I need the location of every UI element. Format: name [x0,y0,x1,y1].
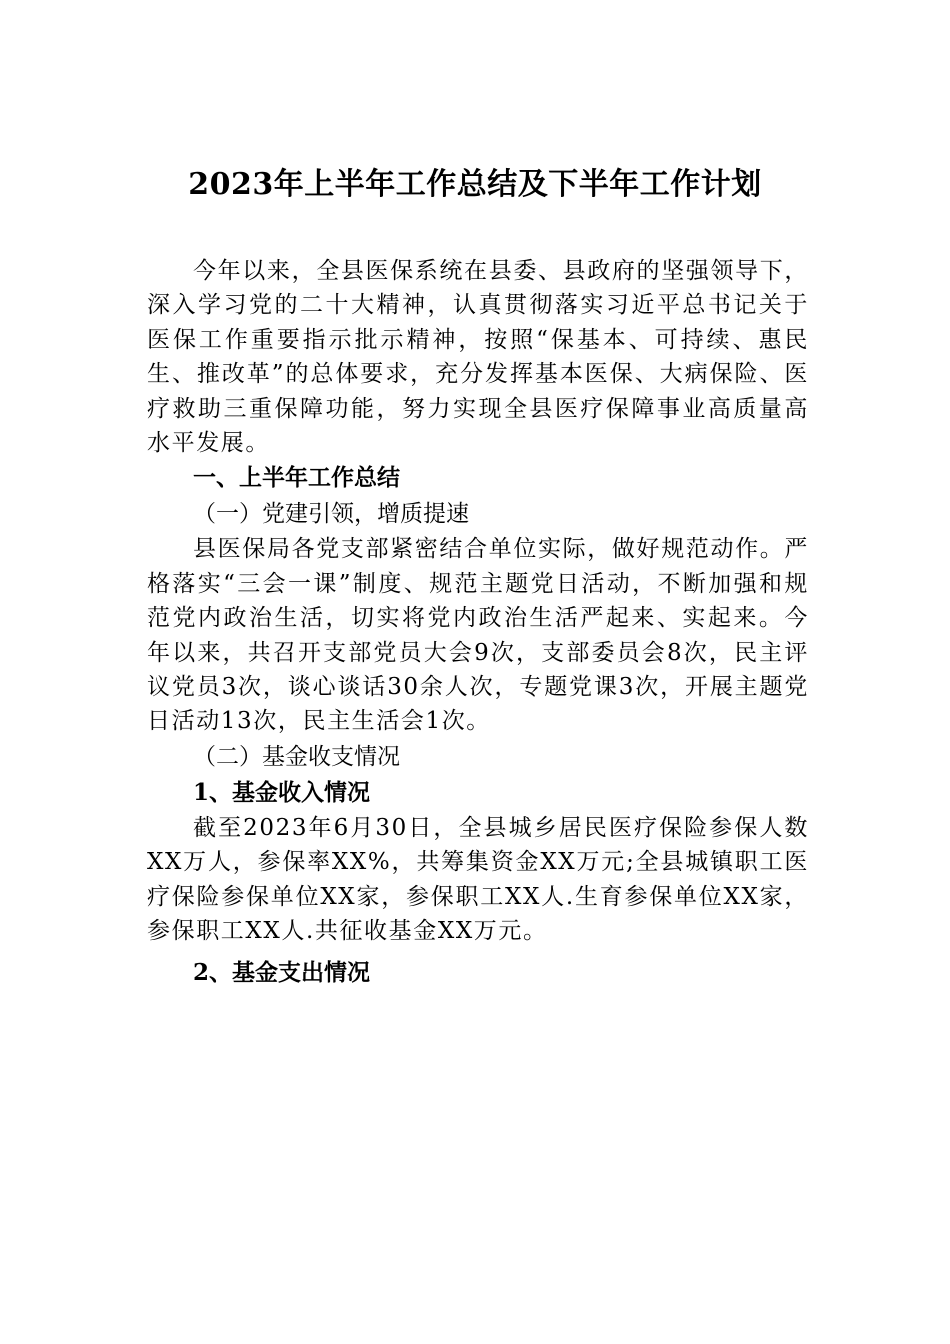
party-building-paragraph: 县医保局各党支部紧密结合单位实际，做好规范动作。严格落实“三会一课”制度、规范主题党日活动，不断加强和规范党内政治生活，切实将党内政治生活严起来、实起来。今年以来，共召开支部党员大会9次，支部委员会8次，民主评议党员3次，谈心谈话30余人次，专题党课3次，开展主题党日活动13次，民主生活会1次。 [147,536,809,735]
item-heading-fund-income: 1、基金收入情况 [193,778,371,806]
subsection-heading-1: （一）党建引领，增质提速 [193,501,469,528]
subsection-heading-2: （二）基金收支情况 [193,743,400,770]
fund-income-paragraph: 截至2023年6月30日，全县城乡居民医疗保险参保人数XX万人，参保率XX%，共筹集资金XX万元;全县城镇职工医疗保险参保单位XX家，参保职工XX人.生育参保单位XX家，参保职工XX人.共征收基金XX万元。 [147,814,809,945]
section-heading-1: 一、上半年工作总结 [193,464,400,492]
item-heading-fund-expenditure: 2、基金支出情况 [193,958,371,986]
intro-paragraph: 今年以来，全县医保系统在县委、县政府的坚强领导下，深入学习党的二十大精神，认真贯彻落实习近平总书记关于医保工作重要指示批示精神，按照“保基本、可持续、惠民生、推改革”的总体要求，充分发挥基本医保、大病保险、医疗救助三重保障功能，努力实现全县医疗保障事业高质量高水平发展。 [147,258,809,457]
document-body [147,254,809,991]
document-title: 2023年上半年工作总结及下半年工作计划 [188,167,762,202]
